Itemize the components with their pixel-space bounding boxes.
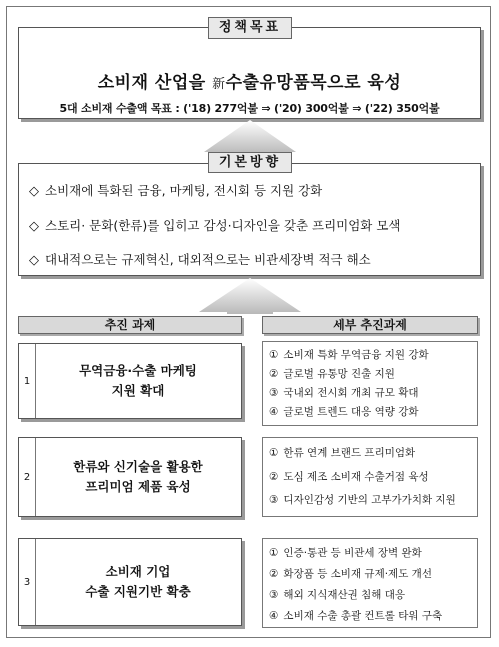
basic-direction-box [18, 163, 481, 276]
task-title: 한류와 신기술을 활용한 프리미엄 제품 육성 [73, 459, 203, 494]
basic-direction-label: 기본방향 [208, 152, 292, 173]
detail-item: ② 글로벌 유통망 진출 지원 [269, 368, 395, 380]
direction-item: ◇ 스토리· 문화(한류)를 입히고 감성·디자인을 갖춘 프리미엄화 모색 [29, 218, 401, 234]
detail-item: ① 한류 연계 브랜드 프리미엄화 [269, 447, 416, 459]
task-box [18, 343, 242, 419]
task-number: 2 [19, 438, 36, 516]
task-box [18, 437, 242, 517]
diamond-bullet-icon: ◇ [29, 219, 39, 234]
direction-item: ◇ 대내적으로는 규제혁신, 대외적으로는 비관세장벽 적극 해소 [29, 252, 371, 268]
detail-item: ③ 국내외 전시회 개최 규모 확대 [269, 387, 419, 399]
task-title: 무역금융·수출 마케팅 지원 확대 [79, 363, 197, 398]
policy-goal-label: 정책목표 [208, 17, 292, 39]
export-target-line: 5대 소비재 수출액 목표 : ('18) 277억불 ⇒ ('20) 300억불 ⇒ ('22) 350억불 [59, 102, 440, 115]
diamond-bullet-icon: ◇ [29, 184, 39, 199]
detail-item: ① 인증·통관 등 비관세 장벽 완화 [269, 547, 422, 559]
task-title: 소비재 기업 수출 지원기반 확충 [85, 564, 191, 599]
detail-item: ③ 해외 지식재산권 침해 대응 [269, 589, 406, 601]
detail-item: ④ 글로벌 트렌드 대응 역량 강화 [269, 406, 419, 418]
detail-item: ① 소비재 특화 무역금융 지원 강화 [269, 349, 429, 361]
task-details-box [262, 437, 478, 517]
task-number: 3 [19, 539, 36, 625]
task-details-box [262, 341, 478, 426]
tasks-column-header: 추진 과제 [18, 316, 242, 334]
task-number: 1 [19, 344, 36, 418]
task-details-box [262, 538, 478, 628]
up-arrow-icon [195, 276, 305, 314]
up-arrow-icon [200, 118, 300, 154]
detail-item: ② 화장품 등 소비재 규제·제도 개선 [269, 568, 432, 580]
diamond-bullet-icon: ◇ [29, 253, 39, 268]
detail-item: ③ 디자인감성 기반의 고부가가치화 지원 [269, 494, 456, 506]
policy-goal-box [18, 27, 481, 119]
detail-item: ④ 소비재 수출 총괄 컨트롤 타워 구축 [269, 610, 443, 622]
policy-goal-title: 소비재 산업을 新수출유망품목으로 육성 [97, 73, 402, 93]
task-box [18, 538, 242, 626]
detail-item: ② 도심 제조 소비재 수출거점 육성 [269, 471, 429, 483]
direction-item: ◇ 소비재에 특화된 금융, 마케팅, 전시회 등 지원 강화 [29, 183, 323, 199]
details-column-header: 세부 추진과제 [262, 316, 478, 334]
